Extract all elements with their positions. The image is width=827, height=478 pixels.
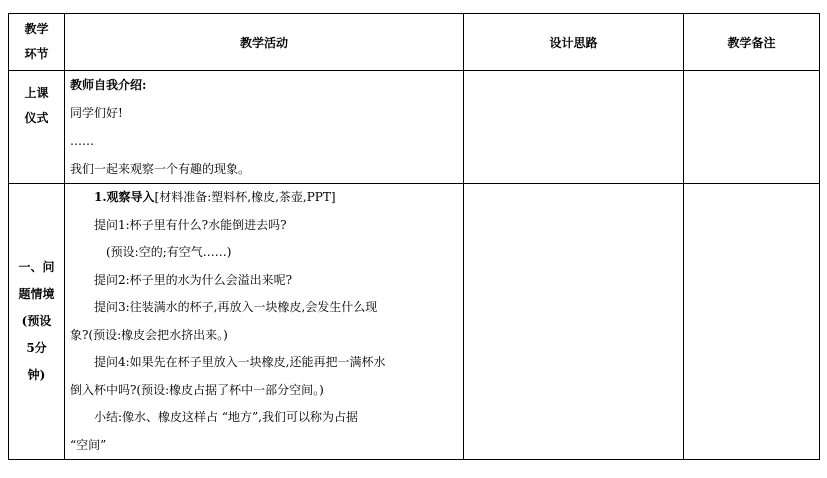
question-4-line1: 提问4:如果先在杯子里放入一块橡皮,还能再把一满杯水 [94, 355, 386, 369]
summary-line1: 小结:像水、橡皮这样占 “地方”,我们可以称为占据 [94, 410, 358, 424]
main-notes [684, 184, 820, 460]
main-stage-line5: 钟) [27, 368, 46, 382]
main-stage-line2: 题情境 [18, 287, 55, 301]
intro-design [464, 71, 684, 184]
question-1: 提问1:杯子里有什么?水能倒进去吗? [94, 217, 287, 232]
lesson-plan-table [8, 13, 820, 460]
intro-stage [9, 71, 65, 184]
summary-line2: “空间” [70, 437, 107, 452]
intro-greeting: 同学们好! [70, 106, 123, 120]
header-stage-line2: 环节 [24, 47, 49, 61]
main-stage-line1: 一、问 [18, 260, 55, 274]
main-stage-line3: (预设 [21, 314, 52, 328]
intro-activity [65, 71, 464, 184]
observation-materials: [材料准备:塑料杯,橡皮,茶壶,PPT] [154, 190, 336, 204]
header-stage-line1: 教学 [24, 22, 49, 36]
intro-title: 教师自我介绍: [70, 78, 147, 92]
question-2: 提问2:杯子里的水为什么会溢出来呢? [94, 272, 293, 287]
intro-notes [684, 71, 820, 184]
question-1-preset: (预设:空的;有空气……) [106, 245, 232, 259]
problem-situation-row [9, 184, 820, 460]
main-stage-line4: 5分 [26, 341, 47, 355]
intro-stage-line1: 上课 [24, 86, 49, 100]
header-design: 设计思路 [464, 14, 684, 71]
main-design [464, 184, 684, 460]
header-row [9, 14, 820, 71]
header-stage [9, 14, 65, 71]
header-notes: 教学备注 [684, 14, 820, 71]
intro-ellipsis: …… [70, 134, 94, 148]
intro-row [9, 71, 820, 184]
observation-heading [70, 184, 459, 212]
intro-closing: 我们一起来观察一个有趣的现象。 [70, 162, 251, 176]
main-stage [9, 184, 65, 460]
question-3-line1: 提问3:往装满水的杯子,再放入一块橡皮,会发生什么现 [94, 300, 378, 314]
question-4-line2: 倒入杯中吗?(预设:橡皮占据了杯中一部分空间。) [70, 382, 324, 397]
question-3-line2: 象?(预设:橡皮会把水挤出来。) [70, 327, 228, 342]
observation-heading-bold: 1.观察导入 [94, 190, 155, 204]
intro-stage-line2: 仪式 [24, 111, 49, 125]
header-activity: 教学活动 [65, 14, 464, 71]
main-activity [65, 184, 464, 460]
